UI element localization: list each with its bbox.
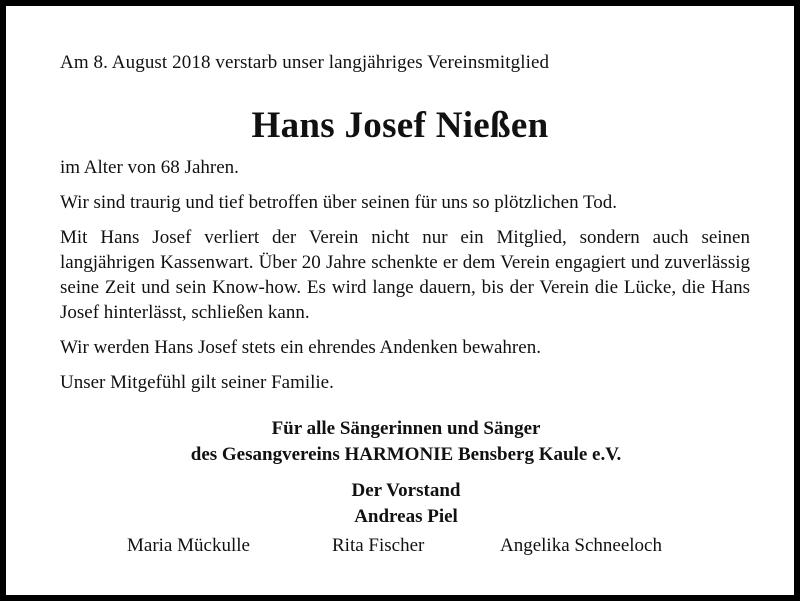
tribute-paragraph: Mit Hans Josef verliert der Verein nicht nur ein Mitglied, sondern auch seinen langjährigen Kassenwart. Über 20 Jahre schenkte er dem Verein engagiert und zuverlässig seine Zeit und sein Know-how. Es wird lange dauern, bis der Verein die Lücke, die Hans Josef hinterlässt, schließen kann. — [60, 227, 750, 323]
signature-line-4: Andreas Piel — [354, 506, 458, 527]
signature-association — [6, 416, 800, 468]
signature-line-1: Für alle Sängerinnen und Sänger — [271, 418, 541, 439]
condolence-paragraph: Unser Mitgefühl gilt seiner Familie. — [60, 372, 334, 393]
intro-line: Am 8. August 2018 verstarb unser langjähriges Vereinsmitglied — [60, 52, 550, 73]
member-name: Maria Mückulle — [127, 535, 250, 556]
notice-body — [60, 155, 750, 405]
age-paragraph: im Alter von 68 Jahren. — [60, 157, 239, 178]
grief-paragraph: Wir sind traurig und tief betroffen über seinen für uns so plötzlichen Tod. — [60, 192, 618, 213]
signature-board — [6, 478, 800, 530]
deceased-name: Hans Josef Nießen — [251, 105, 549, 146]
member-name: Rita Fischer — [332, 535, 425, 556]
signature-line-2: des Gesangvereins HARMONIE Bensberg Kaule e.V. — [190, 444, 622, 465]
member-name: Angelika Schneeloch — [500, 535, 662, 556]
remembrance-paragraph: Wir werden Hans Josef stets ein ehrendes Andenken bewahren. — [60, 337, 541, 358]
signature-line-3: Der Vorstand — [351, 480, 461, 501]
